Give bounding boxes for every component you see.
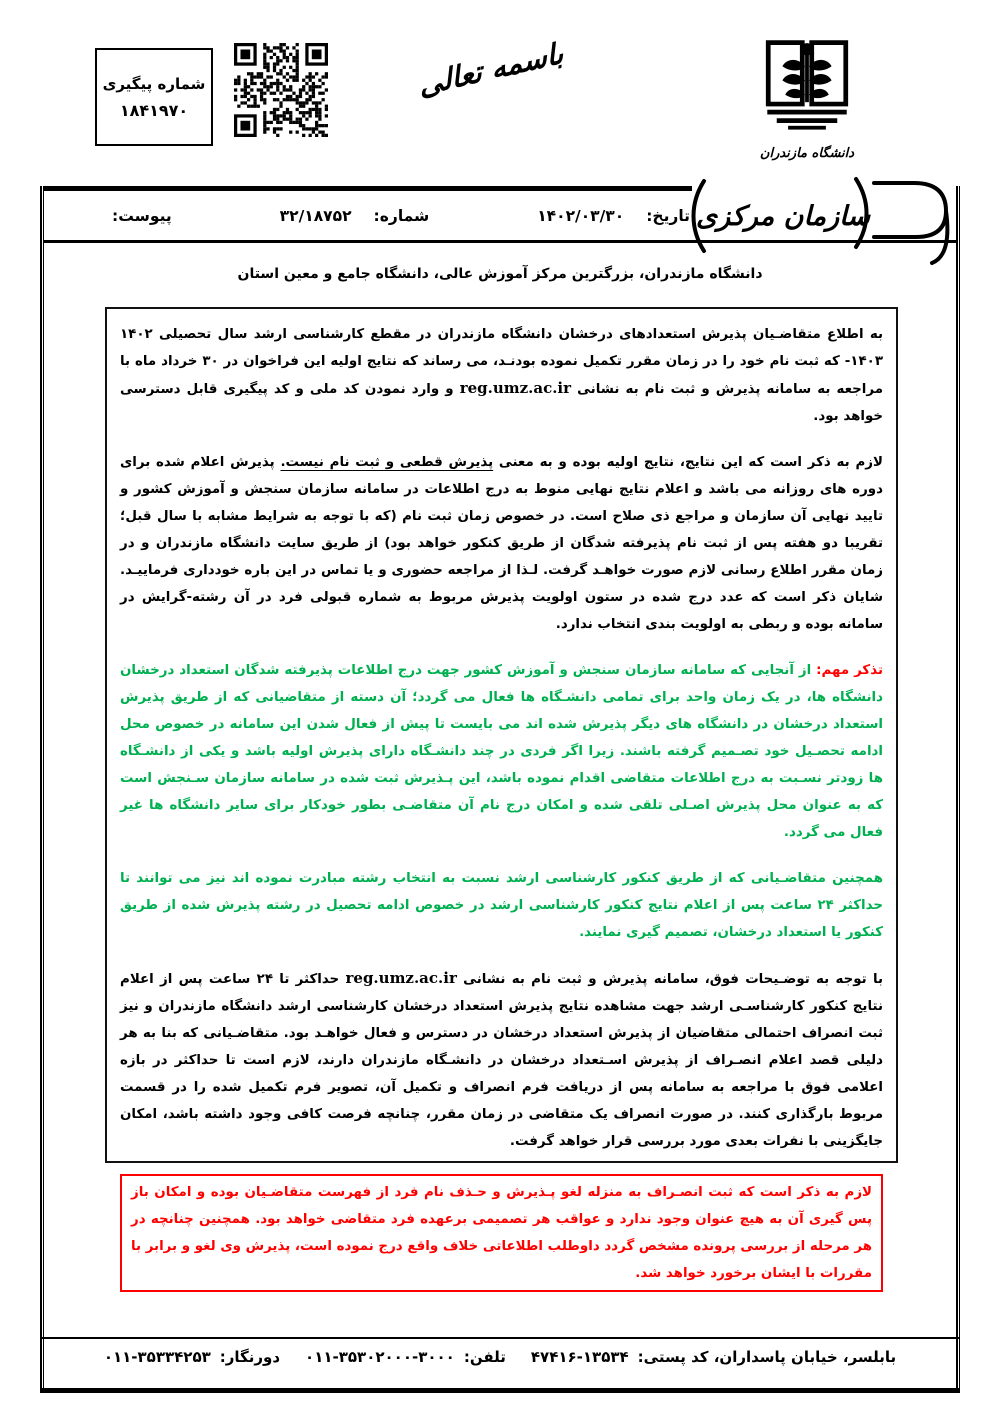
attachment-label: پیوست: xyxy=(112,207,172,225)
footer-postal-code: ۴۷۴۱۶-۱۳۵۳۴ xyxy=(530,1348,629,1366)
frame-border-left xyxy=(40,186,44,1393)
tracking-number-box xyxy=(95,48,213,146)
letter-body xyxy=(105,307,898,1281)
letter-paragraph-3 xyxy=(120,657,883,846)
letter-paragraph-2 xyxy=(120,449,883,638)
letter-meta-row xyxy=(112,198,690,234)
besmellah-calligraphy: باسمه تعالی xyxy=(417,35,565,103)
text-segment: لازم به ذکر است که این نتایج، نتایج اولیه بوده و به معنی xyxy=(493,455,883,470)
footer-fax-value: ۰۱۱-۳۵۳۳۴۲۵۳ xyxy=(103,1348,211,1366)
frame-border-right xyxy=(956,186,960,1393)
text-segment: از آنجایی که سامانه سازمان سنجش و آموزش کشور جهت درج اطلاعات پذیرفته شدگان استعداد درخشان دانشگاه ها، در یک زمان واحد برای تمامی دانشـگاه ها فعال می گردد؛ آن دسته از متقاضیانی که از طریق پذیرش استعداد درخشان در دانشگاه های دیگر پذیرش شده اند می بایست تا پیش از فعال شدن این سامانه در خصوص محل ادامه تحصـیل خود تصـمیم گرفته باشند. زیرا اگر فردی در چند دانشـگاه دارای پذیرش اولیه باشد و یکی از دانشـگاه ها زودتر نسـبت به درج اطلاعات متقاضی اقدام نموده باشد، این پـذیرش ثبت شده در سامانه سازمان سـنجش است که به عنوان محل پذیرش اصـلی تلقی شده و امکان درج نام آن متقاضـی بطور خودکار برای سایر دانشگاه ها غیر فعال می گردد. xyxy=(120,663,883,840)
text-segment: که ثبت نام خود را در زمان مقرر تکمیل نموده بودنـد، می رساند که نتایج اولیه این فراخوان در ۳۰ خرداد ماه با مراجعه به سامانه پذیرش و ثبت نام به نشانی xyxy=(120,354,883,397)
university-logo-icon xyxy=(757,36,857,140)
footer-address: بابلسر، خیابان پاسداران، کد پستی: xyxy=(637,1348,897,1366)
number-value: ۳۲/۱۸۷۵۲ xyxy=(279,207,352,225)
text-segment: پذیرش قطعی و ثبت نام نیست. xyxy=(280,455,494,470)
footer-tel-value: ۰۱۱-۳۵۳۰۲۰۰۰-۳۰۰۰ xyxy=(305,1348,455,1366)
text-segment: حداکثر تا ۲۴ ساعت پس از اعلام نتایج کنکور کارشناسـی ارشد جهت مشاهده نتایج پذیرش استعداد درخشان کارشناسی ارشد دانشگاه مازندران و نیز ثبت انصراف احتمالی متقاضیان از پذیرش استعداد درخشان در دسترس و فعال خواهـد بود. متقاضـیانی که بنا به هر دلیلی قصد اعلام انصـراف از پذیرش اسـتعداد درخشان در دانشـگاه مازندران دارند، لازم است تا حداکثر در بازه اعلامی فوق با مراجعه به سامانه پس از دریافت فرم انصراف و تکمیل آن، تصویر فرم تکمیل شده را در قسمت مربوط بارگذاری کنند. در صورت انصراف یک متقاضی در زمان مقرر، چنانچه فرصت کافی وجود داشته باشد، امکان جایگزینی با نفرات بعدی مورد بررسی قرار خواهد گرفت. xyxy=(120,972,883,1149)
frame-line-footer-top xyxy=(40,1337,960,1339)
text-segment: همچنین متقاضـیانی که از طریق کنکور کارشناسی ارشد نسبت به انتخاب رشته مبادرت نموده اند نیز می توانند تا حداکثر ۲۴ ساعت پس از اعلام نتایج کنکور کارشناسی ارشد در خصوص ادامه تحصیل در رشته پذیرش شده از طریق کنکور یا استعداد درخشان، تصمیم گیری نمایند. xyxy=(120,871,883,940)
letter-subtitle: دانشگاه مازندران، بزرگترین مرکز آموزش عالی، دانشگاه جامع و معین استان xyxy=(237,266,763,282)
text-segment: لازم به ذکر است که ثبت انصـراف به منزله لغو پـذیرش و حـذف نام فرد از فهرست متقاضـیان بوده و امکان باز پس گیری آن به هیچ عنوان وجود ندارد و عواقب هر تصمیمی برعهده فرد متقاضی خواهد بود. همچنین چنانچه در هر مرحله از بررسی پرونده مشخص گردد داوطلب اطلاعاتی خلاف واقع درج نموده است، پذیرش وی لغو و برابر با مقررات با ایشان برخورد خواهد شد. xyxy=(131,1185,872,1281)
footer-fax-label: دورنگار: xyxy=(219,1348,281,1366)
tracking-number-value: ۱۸۴۱۹۷۰ xyxy=(119,100,189,120)
text-segment: پذیرش اعلام شده برای دوره های روزانه می باشد و اعلام نتایج نهایی منوط به درج اطلاعات در سامانه سازمان سنجش و آموزش کشور و تایید نهایی آن سازمان و مراجع ذی صلاح است. در خصوص زمان ثبت نام (که با توجه به شرایط مشابه با سال قبل؛ تقریبا دو هفته پس از ثبت نام پذیرفته شدگان از طریق کنکور خواهد بود) از طریق سایت دانشگاه مازندران و در زمان مقرر اطلاع رسانی لازم صورت خواهـد گرفت. لـذا از مراجعه حضوری و یا تماس در این باره خودداری فرماییـد. شایان ذکر است که عدد درج شده در ستون اولویت پذیرش مربوط به شماره قبولی فرد در آن رشته-گرایش در سامانه بوده و ربطی به اولویت بندی انتخاب ندارد. xyxy=(120,455,883,632)
footer-address-line xyxy=(40,1348,960,1366)
university-logo-caption: دانشگاه مازندران xyxy=(759,146,855,161)
letter-paragraph-6 xyxy=(120,1174,883,1292)
date-label: تاریخ: xyxy=(646,207,690,225)
meta-date xyxy=(537,207,690,225)
date-value: ۱۴۰۲/۰۳/۳۰ xyxy=(537,207,625,225)
letter-paragraph-5 xyxy=(120,965,883,1155)
meta-number xyxy=(280,207,430,225)
text-segment: و وارد نمودن کد ملی و کد پیگیری قابل دسترسی خواهد بود. xyxy=(120,382,883,424)
letter-paragraph-1 xyxy=(120,321,883,430)
text-segment: ۱۴۰۲ -۱۴۰۳ xyxy=(120,327,883,369)
registration-url: reg.umz.ac.ir xyxy=(345,969,457,987)
text-segment: با توجه به توضـیحات فوق، سامانه پذیرش و ثبت نام به نشانی xyxy=(456,972,884,987)
registration-url: reg.umz.ac.ir xyxy=(459,379,572,397)
footer-tel-label: تلفن: xyxy=(463,1348,506,1366)
text-segment: تذکر مهم: xyxy=(816,663,883,678)
central-organization-cartouche xyxy=(688,163,960,267)
cartouche-title: سازمان مرکزی xyxy=(695,201,871,232)
qr-code xyxy=(234,42,328,138)
number-label: شماره: xyxy=(373,207,430,225)
frame-line-top xyxy=(40,186,692,191)
qr-code-icon xyxy=(234,42,328,138)
cartouche-banner-hook xyxy=(932,211,947,263)
cartouche-banner-outline xyxy=(874,183,946,237)
text-segment: به اطلاع متقاضـیان پذیرش استعدادهای درخشان دانشگاه مازندران در مقطع کارشناسی ارشد سال تحصیلی xyxy=(152,327,883,342)
letter-paragraph-4 xyxy=(120,865,883,946)
university-logo xyxy=(742,36,872,161)
tracking-number-label: شماره پیگیری xyxy=(102,74,206,93)
meta-attachment xyxy=(112,207,172,225)
frame-line-bottom xyxy=(40,1388,960,1393)
